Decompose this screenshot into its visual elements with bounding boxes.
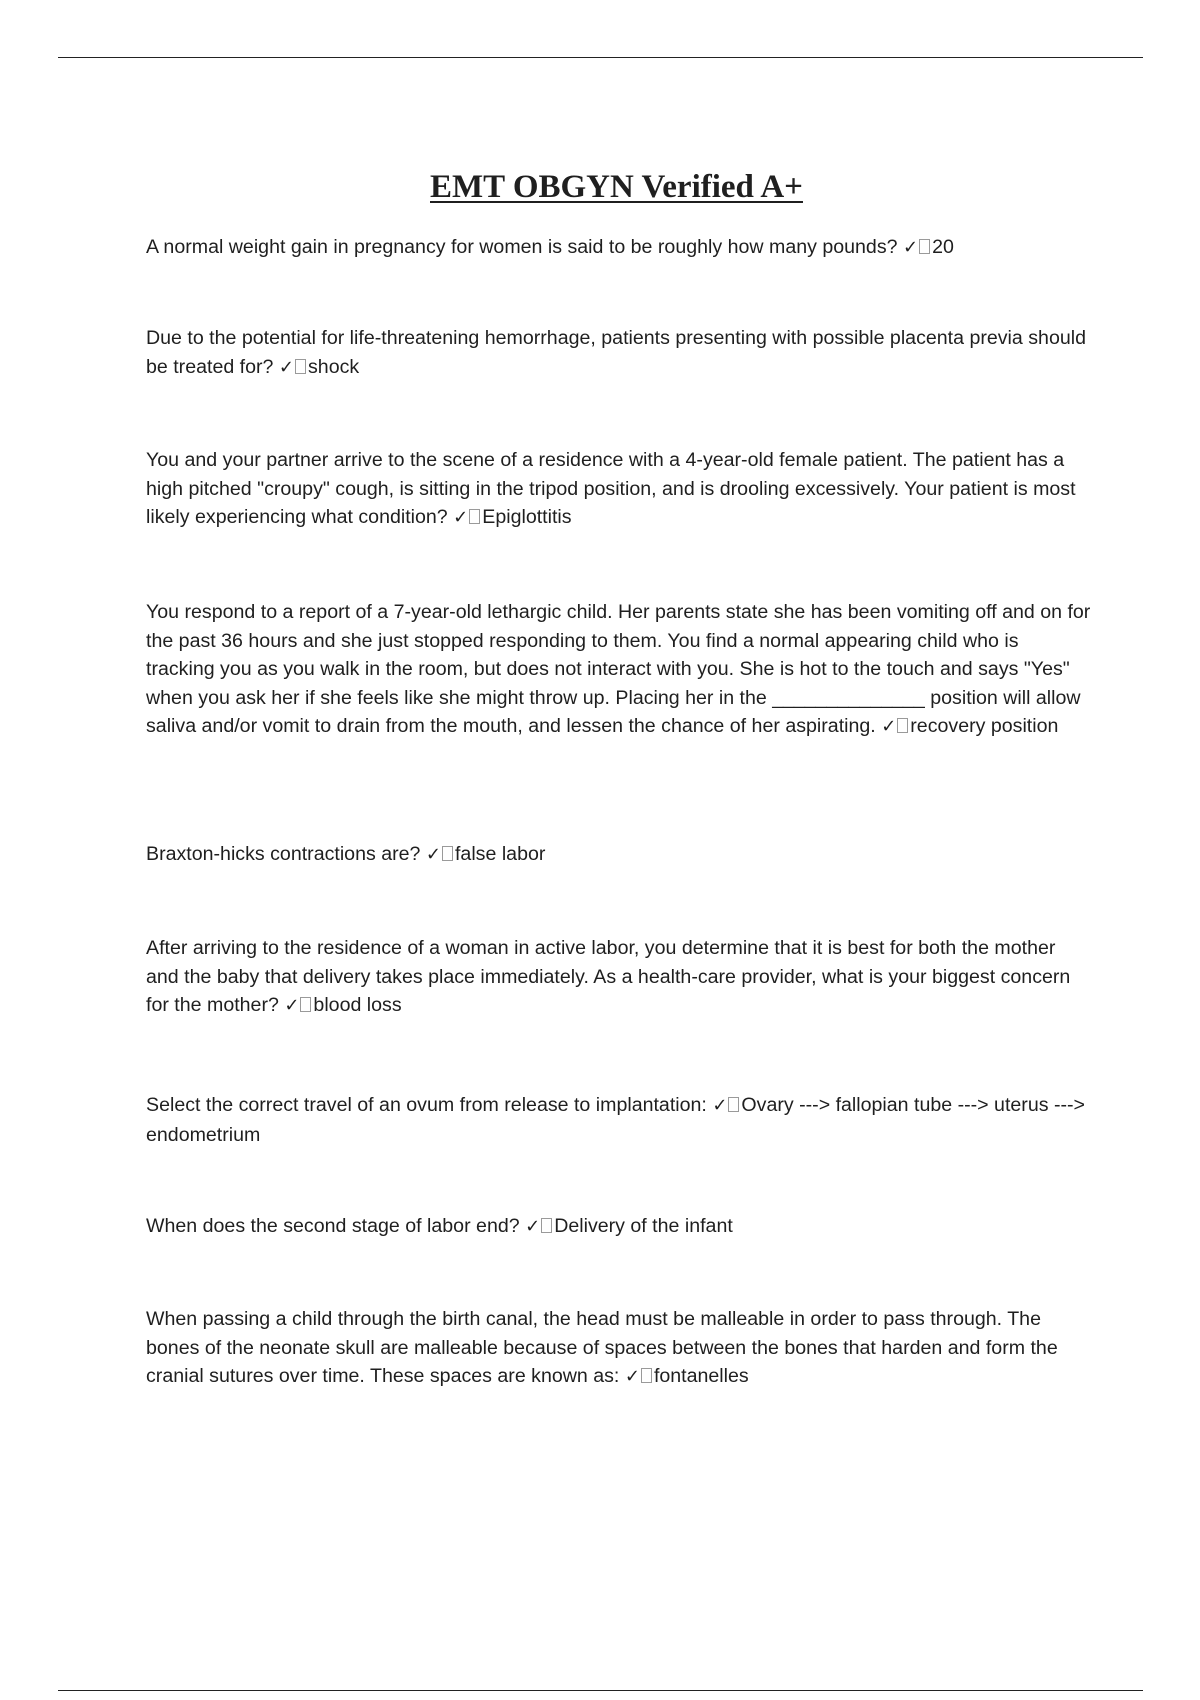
checkmark-icon: ✓ xyxy=(902,237,919,258)
checkmark-icon: ✓ xyxy=(453,507,469,528)
box-icon xyxy=(919,239,930,254)
answer-text: Delivery of the infant xyxy=(554,1215,733,1237)
header-rule xyxy=(58,57,1143,58)
qa-item xyxy=(146,934,1091,1021)
question-text: Select the correct travel of an ovum from release to implantation: xyxy=(146,1094,707,1116)
question-text: A normal weight gain in pregnancy for women is said to be roughly how many pounds? xyxy=(146,236,898,258)
qa-item xyxy=(146,233,1091,263)
document-title: EMT OBGYN Verified A+ xyxy=(430,169,803,205)
answer-text: fontanelles xyxy=(653,1365,749,1387)
checkmark-icon: ✓ xyxy=(712,1095,728,1116)
question-text: When passing a child through the birth canal, the head must be malleable in order to pass through. The bones of the neonate skull are malleable because of spaces between the bones that harden and form the cranial sutures over time. These spaces are known as: xyxy=(146,1308,1058,1387)
question-text: You and your partner arrive to the scene of a residence with a 4-year-old female patient. The patient has a high pitched "croupy" cough, is sitting in the tripod position, and is drooling excessively. Your patient is most likely experiencing what condition? xyxy=(146,449,1076,528)
box-icon xyxy=(469,509,480,524)
qa-item xyxy=(146,1305,1091,1392)
checkmark-icon: ✓ xyxy=(278,356,294,378)
box-icon xyxy=(897,718,908,733)
question-text: After arriving to the residence of a woman in active labor, you determine that it is best for both the mother and the baby that delivery takes place immediately. As a health-care provider, what is your biggest concern for the mother? xyxy=(146,937,1071,1016)
answer-text: blood loss xyxy=(313,994,402,1016)
checkmark-icon: ✓ xyxy=(425,844,441,865)
checkmark-icon: ✓ xyxy=(624,1366,640,1387)
box-icon xyxy=(295,359,306,374)
checkmark-icon: ✓ xyxy=(284,995,300,1016)
answer-text: Ovary ---> fallopian tube ---> uterus ---> endometrium xyxy=(146,1094,1085,1146)
answer-text: 20 xyxy=(932,236,954,258)
answer-text: recovery position xyxy=(910,715,1059,737)
box-icon xyxy=(641,1368,652,1383)
footer-rule xyxy=(58,1690,1143,1691)
checkmark-icon: ✓ xyxy=(881,716,897,737)
checkmark-icon: ✓ xyxy=(525,1216,541,1237)
qa-item xyxy=(146,598,1091,742)
qa-item xyxy=(146,446,1091,533)
answer-text: false labor xyxy=(454,843,546,865)
qa-item xyxy=(146,1091,1091,1149)
qa-item xyxy=(146,1212,1091,1242)
box-icon xyxy=(728,1097,739,1112)
question-text: Braxton-hicks contractions are? xyxy=(146,843,421,865)
answer-text: shock xyxy=(308,355,360,378)
box-icon xyxy=(300,997,311,1012)
box-icon xyxy=(442,846,453,861)
box-icon xyxy=(541,1218,552,1233)
qa-item xyxy=(146,840,1091,870)
question-text: Due to the potential for life-threatening hemorrhage, patients presenting with possible placenta previa should be treated for? xyxy=(146,327,1086,378)
question-text: You respond to a report of a 7-year-old lethargic child. Her parents state she has been vomiting off and on for the past 36 hours and she just stopped responding to them. You find a normal appearing child who is tracking you as you walk in the room, but does not interact with you. She is hot to the touch and says "Yes" when you ask her if she feels like she might throw up. Placing her in the ______________ position will allow saliva and/or vomit to drain from the mouth, and lessen the chance of her aspirating. xyxy=(146,601,1091,737)
question-text: When does the second stage of labor end? xyxy=(146,1215,520,1237)
answer-text: Epiglottitis xyxy=(482,506,572,528)
qa-item xyxy=(146,324,1091,382)
